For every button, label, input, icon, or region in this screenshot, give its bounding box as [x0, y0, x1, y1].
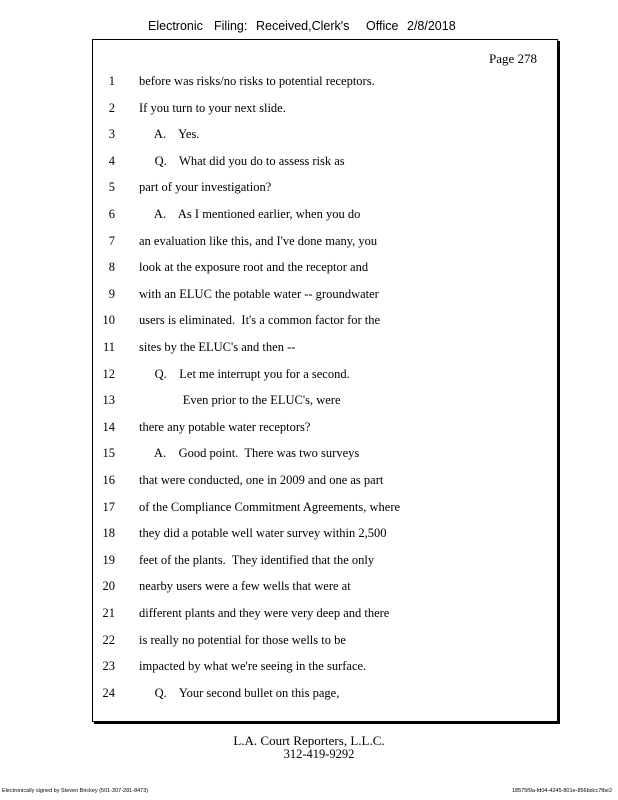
- line-number: 2: [108, 100, 115, 115]
- line-text: there any potable water receptors?: [139, 419, 311, 434]
- line-number: 21: [102, 606, 115, 620]
- transcript-line: [93, 526, 557, 546]
- transcript-line: [93, 367, 557, 387]
- header-word-electronic: Electronic: [148, 19, 203, 33]
- transcript-line: [93, 154, 557, 174]
- line-number: 10: [102, 313, 115, 328]
- transcript-line: [93, 127, 557, 147]
- line-number: 20: [102, 579, 115, 594]
- line-number: 7: [108, 233, 115, 248]
- line-text: If you turn to your next slide.: [139, 100, 286, 115]
- line-number: 14: [102, 419, 115, 434]
- transcript-line: [93, 579, 557, 599]
- line-number: 23: [102, 659, 115, 674]
- line-text: users is eliminated. It's a common factor for the: [139, 313, 381, 328]
- line-text: sites by the ELUC's and then --: [139, 340, 296, 354]
- header-date: 2/8/2018: [407, 19, 456, 33]
- line-number: 1: [108, 74, 115, 88]
- transcript-line: [93, 313, 557, 333]
- line-number: 8: [108, 260, 115, 275]
- transcript-line: [93, 101, 557, 121]
- line-text: Q. What did you do to assess risk as: [139, 153, 345, 168]
- line-text: different plants and they were very deep and there: [139, 606, 390, 620]
- line-text: A. Good point. There was two surveys: [139, 446, 360, 461]
- header-word-office: Office: [366, 19, 399, 33]
- line-text: an evaluation like this, and I've done many, you: [139, 233, 378, 248]
- line-text: part of your investigation?: [139, 180, 272, 195]
- transcript-line: [93, 74, 557, 94]
- transcript-line: [93, 393, 557, 413]
- line-text: with an ELUC the potable water -- groundwater: [139, 286, 379, 301]
- line-text: feet of the plants. They identified that the only: [139, 552, 375, 567]
- transcript-line: [93, 287, 557, 307]
- line-number: 22: [102, 632, 115, 647]
- transcript-line: [93, 260, 557, 280]
- line-text: nearby users were a few wells that were at: [139, 579, 351, 594]
- line-number: 3: [108, 127, 115, 142]
- line-number: 15: [102, 446, 115, 461]
- transcript-line: [93, 553, 557, 573]
- electronic-signature: Electronically signed by Steven Brickey (501-307-281-8473): [2, 788, 149, 794]
- header-word-filing: Filing:: [214, 19, 248, 33]
- court-reporter-name: L.A. Court Reporters, L.L.C.: [233, 733, 385, 748]
- court-reporter-phone: 312-419-9292: [283, 747, 355, 761]
- transcript-line: [93, 340, 557, 360]
- transcript-line: [93, 633, 557, 653]
- transcript-line: [93, 686, 557, 706]
- line-number: 9: [108, 286, 115, 301]
- transcript-line: [93, 473, 557, 493]
- line-text: Even prior to the ELUC's, were: [139, 393, 341, 408]
- page-number: Page 278: [488, 51, 537, 66]
- line-text: A. Yes.: [139, 127, 200, 142]
- transcript-line: [93, 659, 557, 679]
- transcript-line: [93, 500, 557, 520]
- line-text: Q. Let me interrupt you for a second.: [139, 366, 350, 381]
- line-text: before was risks/no risks to potential receptors.: [139, 74, 375, 88]
- document-id: 18575f9a-fd04-4245-801e-856bdcc7fbe2: [512, 788, 612, 794]
- line-text: of the Compliance Commitment Agreements, where: [139, 499, 401, 514]
- line-number: 4: [108, 153, 115, 168]
- line-number: 6: [108, 207, 115, 221]
- line-text: that were conducted, one in 2009 and one as part: [139, 473, 384, 487]
- line-text: they did a potable well water survey within 2,500: [139, 526, 387, 541]
- filing-header: [0, 19, 618, 37]
- line-number: 12: [102, 366, 115, 381]
- line-text: is really no potential for those wells to be: [139, 632, 346, 647]
- transcript-page: [92, 39, 558, 722]
- transcript-line: [93, 420, 557, 440]
- line-number: 16: [102, 473, 115, 487]
- transcript-line: [93, 180, 557, 200]
- line-number: 11: [102, 340, 115, 354]
- line-text: impacted by what we're seeing in the surface.: [139, 659, 367, 674]
- transcript-line: [93, 207, 557, 227]
- line-number: 5: [108, 180, 115, 195]
- header-word-received: Received,Clerk's: [256, 19, 350, 33]
- line-text: Q. Your second bullet on this page,: [139, 685, 340, 700]
- transcript-line: [93, 606, 557, 626]
- line-text: A. As I mentioned earlier, when you do: [139, 207, 361, 221]
- line-number: 19: [102, 552, 115, 567]
- line-number: 24: [102, 685, 115, 700]
- line-text: look at the exposure root and the receptor and: [139, 260, 369, 275]
- transcript-line: [93, 234, 557, 254]
- line-number: 17: [102, 499, 115, 514]
- line-number: 13: [102, 393, 115, 408]
- line-number: 18: [102, 526, 115, 541]
- transcript-line: [93, 446, 557, 466]
